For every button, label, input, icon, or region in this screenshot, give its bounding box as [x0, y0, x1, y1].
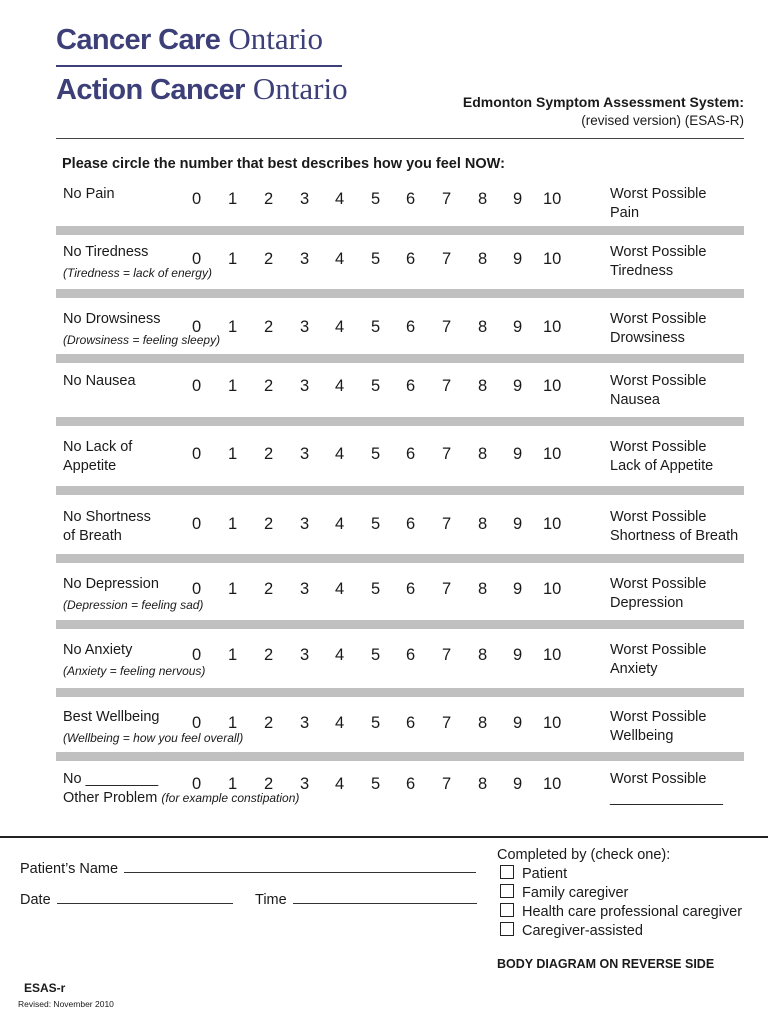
scale-number-4[interactable]: 4 — [335, 580, 345, 598]
scale-number-10[interactable]: 10 — [543, 646, 562, 664]
scale-number-0[interactable]: 0 — [192, 580, 202, 598]
worst-possible-text: Worst Possible — [610, 439, 707, 455]
scale-number-7[interactable]: 7 — [442, 775, 452, 793]
logo-line2-bold: Action Cancer — [56, 74, 245, 106]
symptom-worst-label — [610, 185, 706, 223]
scale-number-1[interactable]: 1 — [228, 190, 238, 208]
scale-number-7[interactable]: 7 — [442, 318, 452, 336]
scale-number-2[interactable]: 2 — [264, 714, 274, 732]
symptom-best-label: Best Wellbeing — [63, 709, 160, 725]
scale-number-0[interactable]: 0 — [192, 646, 202, 664]
scale-number-3[interactable]: 3 — [300, 714, 310, 732]
worst-symptom-name: Tiredness — [610, 263, 674, 279]
scale-number-8[interactable]: 8 — [478, 190, 488, 208]
scale-number-2[interactable]: 2 — [264, 190, 274, 208]
symptom-worst-label — [610, 310, 706, 348]
symptom-worst-label — [610, 372, 706, 410]
scale-number-8[interactable]: 8 — [478, 646, 488, 664]
body-diagram-note: BODY DIAGRAM ON REVERSE SIDE — [497, 957, 715, 971]
scale-number-8[interactable]: 8 — [478, 775, 488, 793]
scale-number-3[interactable]: 3 — [300, 515, 310, 533]
scale-number-0[interactable]: 0 — [192, 190, 202, 208]
checkbox-box[interactable] — [500, 903, 514, 917]
worst-possible-text: Worst Possible — [610, 311, 707, 327]
scale-number-3[interactable]: 3 — [300, 775, 310, 793]
checkbox-box[interactable] — [500, 884, 514, 898]
row-separator-band — [56, 554, 744, 563]
checkbox-label: Caregiver-assisted — [522, 923, 643, 939]
patient-name-field[interactable] — [20, 858, 476, 877]
symptom-worst-label — [610, 708, 706, 746]
scale-number-2[interactable]: 2 — [264, 250, 274, 268]
symptom-left-label — [63, 508, 151, 546]
logo-divider — [56, 65, 342, 67]
scale-number-2[interactable]: 2 — [264, 515, 274, 533]
scale-number-5[interactable]: 5 — [371, 580, 381, 598]
symptom-row — [0, 770, 768, 830]
worst-possible-text: Worst Possible — [610, 244, 707, 260]
scale-number-2[interactable]: 2 — [264, 646, 274, 664]
scale-number-8[interactable]: 8 — [478, 445, 488, 463]
scale-number-9[interactable]: 9 — [513, 515, 523, 533]
scale-number-0[interactable]: 0 — [192, 318, 202, 336]
symptom-best-label: No Pain — [63, 186, 115, 202]
symptom-best-label: No Drowsiness — [63, 311, 161, 327]
scale-number-10[interactable]: 10 — [543, 190, 562, 208]
scale-number-7[interactable]: 7 — [442, 250, 452, 268]
scale-number-9[interactable]: 9 — [513, 445, 523, 463]
date-line[interactable] — [57, 889, 233, 904]
row-separator-band — [56, 486, 744, 495]
scale-number-7[interactable]: 7 — [442, 646, 452, 664]
form-code: ESAS-r — [24, 981, 66, 995]
scale-number-9[interactable]: 9 — [513, 775, 523, 793]
scale-number-4[interactable]: 4 — [335, 445, 345, 463]
checkbox-box[interactable] — [500, 922, 514, 936]
worst-symptom-name: Shortness of Breath — [610, 528, 739, 544]
scale-number-7[interactable]: 7 — [442, 445, 452, 463]
checkbox-patient[interactable] — [500, 865, 567, 882]
scale-number-0[interactable]: 0 — [192, 515, 202, 533]
scale-number-10[interactable]: 10 — [543, 445, 562, 463]
time-label: Time — [255, 892, 287, 908]
scale-number-1[interactable]: 1 — [228, 775, 238, 793]
instruction-text: Please circle the number that best describes how you feel NOW: — [62, 156, 505, 172]
scale-number-2[interactable]: 2 — [264, 775, 274, 793]
symptom-left-label — [63, 641, 205, 681]
symptom-best-label: No Lack of — [63, 439, 133, 455]
date-field[interactable] — [20, 889, 233, 908]
scale-number-3[interactable]: 3 — [300, 580, 310, 598]
scale-number-1[interactable]: 1 — [228, 318, 238, 336]
symptom-best-label-2: of Breath — [63, 528, 122, 544]
scale-number-6[interactable]: 6 — [406, 190, 416, 208]
symptom-definition: (Anxiety = feeling nervous) — [63, 664, 206, 678]
scale-number-9[interactable]: 9 — [513, 190, 523, 208]
scale-number-0[interactable]: 0 — [192, 377, 202, 395]
worst-symptom-name: Lack of Appetite — [610, 458, 714, 474]
scale-number-1[interactable]: 1 — [228, 714, 238, 732]
scale-number-10[interactable]: 10 — [543, 580, 562, 598]
scale-number-8[interactable]: 8 — [478, 714, 488, 732]
scale-number-2[interactable]: 2 — [264, 377, 274, 395]
scale-number-10[interactable]: 10 — [543, 250, 562, 268]
scale-number-10[interactable]: 10 — [543, 714, 562, 732]
time-line[interactable] — [293, 889, 477, 904]
scale-number-4[interactable]: 4 — [335, 515, 345, 533]
scale-number-3[interactable]: 3 — [300, 646, 310, 664]
row-separator-band — [56, 226, 744, 235]
symptom-definition: (Drowsiness = feeling sleepy) — [63, 333, 221, 347]
date-label: Date — [20, 892, 51, 908]
scale-number-5[interactable]: 5 — [371, 646, 381, 664]
scale-number-8[interactable]: 8 — [478, 377, 488, 395]
scale-number-2[interactable]: 2 — [264, 445, 274, 463]
scale-number-0[interactable]: 0 — [192, 445, 202, 463]
checkbox-family-caregiver[interactable] — [500, 884, 628, 901]
worst-symptom-name: Anxiety — [610, 661, 658, 677]
checkbox-label: Health care professional caregiver — [522, 904, 743, 920]
symptom-left-label — [63, 372, 136, 391]
symptom-best-label-2: Other Problem — [63, 790, 158, 806]
symptom-left-label — [63, 243, 212, 283]
scale-number-9[interactable]: 9 — [513, 580, 523, 598]
scale-number-6[interactable]: 6 — [406, 445, 416, 463]
scale-number-5[interactable]: 5 — [371, 377, 381, 395]
symptom-best-label: No Shortness — [63, 509, 151, 525]
scale-number-10[interactable]: 10 — [543, 318, 562, 336]
scale-number-5[interactable]: 5 — [371, 445, 381, 463]
scale-number-4[interactable]: 4 — [335, 377, 345, 395]
worst-possible-text: Worst Possible — [610, 373, 707, 389]
scale-number-9[interactable]: 9 — [513, 646, 523, 664]
scale-number-3[interactable]: 3 — [300, 377, 310, 395]
worst-symptom-name: Drowsiness — [610, 330, 685, 346]
revision-date: Revised: November 2010 — [18, 999, 114, 1009]
time-field[interactable] — [255, 889, 477, 908]
scale-number-9[interactable]: 9 — [513, 318, 523, 336]
scale-number-1[interactable]: 1 — [228, 580, 238, 598]
patient-name-line[interactable] — [124, 858, 476, 873]
symptom-best-label: No _________ — [63, 771, 159, 787]
cancer-care-ontario-logo — [56, 22, 323, 57]
scale-number-7[interactable]: 7 — [442, 580, 452, 598]
symptom-definition: (Depression = feeling sad) — [63, 598, 204, 612]
scale-number-10[interactable]: 10 — [543, 775, 562, 793]
scale-number-1[interactable]: 1 — [228, 646, 238, 664]
logo-line2-light: Ontario — [252, 71, 348, 106]
scale-number-0[interactable]: 0 — [192, 714, 202, 732]
scale-number-10[interactable]: 10 — [543, 377, 562, 395]
symptom-left-label — [63, 438, 132, 476]
footer-divider — [0, 836, 768, 838]
scale-number-9[interactable]: 9 — [513, 377, 523, 395]
symptom-best-label: No Tiredness — [63, 244, 149, 260]
header-divider — [56, 138, 744, 139]
scale-number-10[interactable]: 10 — [543, 515, 562, 533]
checkbox-label: Family caregiver — [522, 885, 629, 901]
worst-possible-text: Worst Possible — [610, 709, 707, 725]
row-separator-band — [56, 752, 744, 761]
scale-number-5[interactable]: 5 — [371, 250, 381, 268]
scale-number-4[interactable]: 4 — [335, 714, 345, 732]
scale-number-0[interactable]: 0 — [192, 250, 202, 268]
scale-number-1[interactable]: 1 — [228, 377, 238, 395]
worst-possible-text: Worst Possible — [610, 509, 707, 525]
scale-number-6[interactable]: 6 — [406, 318, 416, 336]
worst-possible-text: Worst Possible — [610, 771, 707, 787]
logo-line1-bold: Cancer Care — [56, 24, 221, 56]
worst-symptom-name: Pain — [610, 205, 640, 221]
scale-number-5[interactable]: 5 — [371, 515, 381, 533]
symptom-left-label — [63, 575, 203, 615]
scale-number-5[interactable]: 5 — [371, 190, 381, 208]
scale-number-5[interactable]: 5 — [371, 775, 381, 793]
scale-number-1[interactable]: 1 — [228, 250, 238, 268]
worst-possible-text: Worst Possible — [610, 576, 707, 592]
scale-number-3[interactable]: 3 — [300, 250, 310, 268]
scale-number-0[interactable]: 0 — [192, 775, 202, 793]
scale-number-6[interactable]: 6 — [406, 515, 416, 533]
scale-number-8[interactable]: 8 — [478, 250, 488, 268]
worst-symptom-name[interactable]: ______________ — [610, 790, 723, 806]
worst-possible-text: Worst Possible — [610, 642, 707, 658]
scale-number-7[interactable]: 7 — [442, 190, 452, 208]
row-separator-band — [56, 688, 744, 697]
scale-number-7[interactable]: 7 — [442, 377, 452, 395]
scale-number-3[interactable]: 3 — [300, 445, 310, 463]
row-separator-band — [56, 354, 744, 363]
scale-number-7[interactable]: 7 — [442, 515, 452, 533]
symptom-definition: (for example constipation) — [161, 791, 300, 805]
scale-number-8[interactable]: 8 — [478, 515, 488, 533]
scale-number-1[interactable]: 1 — [228, 445, 238, 463]
symptom-definition: (Wellbeing = how you feel overall) — [63, 731, 244, 745]
symptom-best-label: No Depression — [63, 576, 159, 592]
scale-number-6[interactable]: 6 — [406, 377, 416, 395]
scale-number-4[interactable]: 4 — [335, 250, 345, 268]
scale-number-4[interactable]: 4 — [335, 646, 345, 664]
scale-number-5[interactable]: 5 — [371, 318, 381, 336]
scale-number-6[interactable]: 6 — [406, 714, 416, 732]
checkbox-caregiver-assisted[interactable] — [500, 922, 643, 939]
worst-symptom-name: Depression — [610, 595, 684, 611]
scale-number-6[interactable]: 6 — [406, 250, 416, 268]
scale-number-4[interactable]: 4 — [335, 318, 345, 336]
symptom-best-label-2: Appetite — [63, 458, 117, 474]
logo-line1-light: Ontario — [228, 21, 324, 56]
scale-number-9[interactable]: 9 — [513, 250, 523, 268]
scale-number-1[interactable]: 1 — [228, 515, 238, 533]
action-cancer-ontario-logo — [56, 72, 348, 107]
scale-number-7[interactable]: 7 — [442, 714, 452, 732]
scale-number-6[interactable]: 6 — [406, 775, 416, 793]
scale-number-4[interactable]: 4 — [335, 190, 345, 208]
scale-number-5[interactable]: 5 — [371, 714, 381, 732]
scale-number-8[interactable]: 8 — [478, 318, 488, 336]
symptom-row — [0, 185, 768, 245]
scale-number-9[interactable]: 9 — [513, 714, 523, 732]
patient-name-label: Patient’s Name — [20, 861, 119, 877]
symptom-best-label: No Nausea — [63, 373, 136, 389]
symptom-worst-label — [610, 508, 738, 546]
scale-number-2[interactable]: 2 — [264, 318, 274, 336]
symptom-worst-label — [610, 438, 713, 476]
worst-symptom-name: Wellbeing — [610, 728, 674, 744]
symptom-worst-label — [610, 641, 706, 679]
worst-possible-text: Worst Possible — [610, 186, 707, 202]
symptom-left-label — [63, 185, 115, 204]
completed-by-label: Completed by (check one): — [497, 847, 671, 863]
form-subtitle: (revised version) (ESAS-R) — [581, 113, 744, 128]
row-separator-band — [56, 417, 744, 426]
symptom-left-label — [63, 708, 243, 748]
checkbox-label: Patient — [522, 866, 568, 882]
scale-number-3[interactable]: 3 — [300, 318, 310, 336]
row-separator-band — [56, 289, 744, 298]
symptom-definition: (Tiredness = lack of energy) — [63, 266, 212, 280]
scale-number-6[interactable]: 6 — [406, 646, 416, 664]
scale-number-2[interactable]: 2 — [264, 580, 274, 598]
symptom-worst-label — [610, 770, 723, 808]
scale-number-4[interactable]: 4 — [335, 775, 345, 793]
symptom-worst-label — [610, 575, 706, 613]
scale-number-3[interactable]: 3 — [300, 190, 310, 208]
checkbox-health-care-professional[interactable] — [500, 903, 742, 920]
row-separator-band — [56, 620, 744, 629]
scale-number-6[interactable]: 6 — [406, 580, 416, 598]
worst-symptom-name: Nausea — [610, 392, 660, 408]
scale-number-8[interactable]: 8 — [478, 580, 488, 598]
symptom-best-label: No Anxiety — [63, 642, 133, 658]
symptom-worst-label — [610, 243, 706, 281]
form-title: Edmonton Symptom Assessment System: — [462, 94, 744, 110]
checkbox-box[interactable] — [500, 865, 514, 879]
